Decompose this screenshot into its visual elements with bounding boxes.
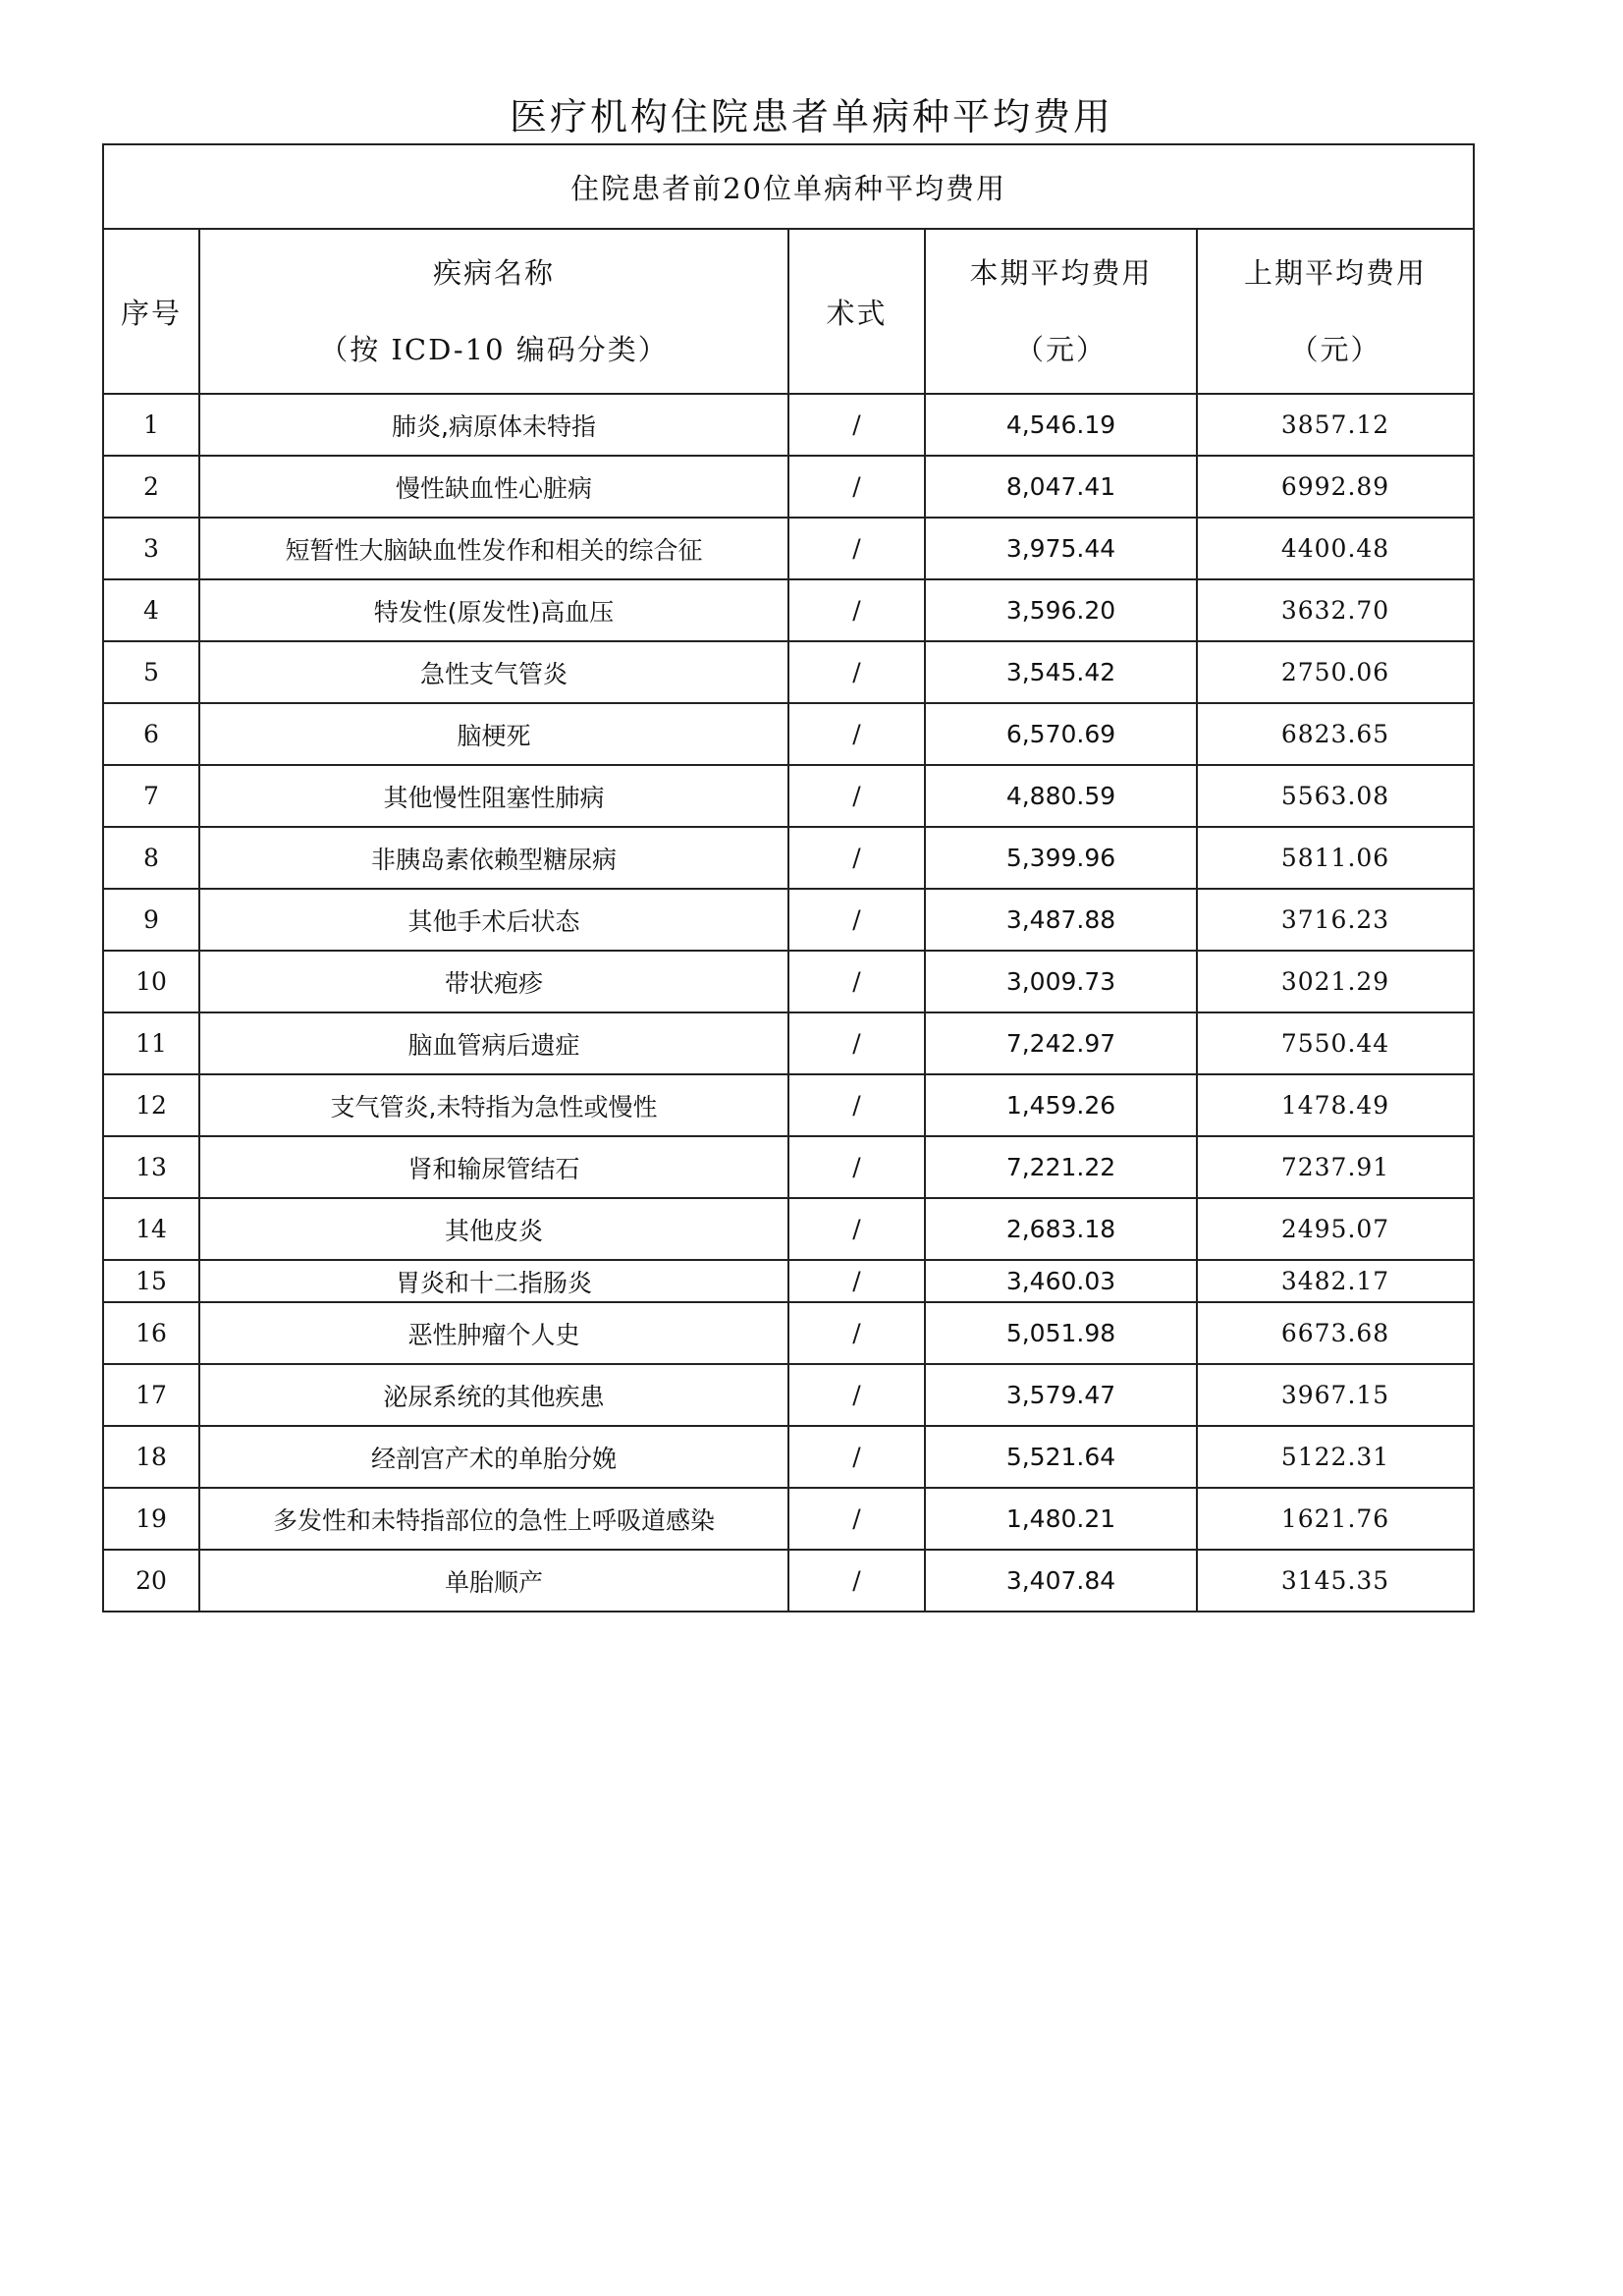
row-surgery: /: [788, 1198, 925, 1260]
row-surgery: /: [788, 951, 925, 1012]
row-index: 15: [103, 1260, 199, 1302]
row-surgery: /: [788, 1302, 925, 1364]
row-index: 2: [103, 456, 199, 518]
header-current-line1: 本期平均费用: [969, 256, 1153, 290]
row-surgery: /: [788, 641, 925, 703]
header-previous-line2: （元）: [1289, 333, 1381, 366]
row-current-cost: 3,009.73: [925, 951, 1197, 1012]
row-current-cost: 5,521.64: [925, 1426, 1197, 1488]
header-row: [103, 229, 1474, 394]
row-current-cost: 3,579.47: [925, 1364, 1197, 1426]
table-row: [103, 1012, 1474, 1074]
row-index: 20: [103, 1550, 199, 1612]
row-index: 9: [103, 889, 199, 951]
row-disease-name: 其他手术后状态: [199, 889, 788, 951]
row-current-cost: 3,545.42: [925, 641, 1197, 703]
table-row: [103, 827, 1474, 889]
header-previous-line1: 上期平均费用: [1244, 256, 1428, 290]
row-surgery: /: [788, 1074, 925, 1136]
row-surgery: /: [788, 1550, 925, 1612]
row-surgery: /: [788, 579, 925, 641]
row-previous-cost: 1478.49: [1197, 1074, 1474, 1136]
header-disease-line2: （按 ICD-10 编码分类）: [319, 333, 669, 366]
row-surgery: /: [788, 765, 925, 827]
table-row: [103, 1074, 1474, 1136]
row-current-cost: 3,407.84: [925, 1550, 1197, 1612]
row-previous-cost: 5563.08: [1197, 765, 1474, 827]
table-row: [103, 1302, 1474, 1364]
table-row: [103, 951, 1474, 1012]
table-row: [103, 1426, 1474, 1488]
row-current-cost: 2,683.18: [925, 1198, 1197, 1260]
row-disease-name: 脑血管病后遗症: [199, 1012, 788, 1074]
row-disease-name: 脑梗死: [199, 703, 788, 765]
row-previous-cost: 6823.65: [1197, 703, 1474, 765]
row-index: 5: [103, 641, 199, 703]
row-disease-name: 支气管炎,未特指为急性或慢性: [199, 1074, 788, 1136]
row-disease-name: 急性支气管炎: [199, 641, 788, 703]
row-index: 1: [103, 394, 199, 456]
row-surgery: /: [788, 518, 925, 579]
row-index: 12: [103, 1074, 199, 1136]
table-row: [103, 518, 1474, 579]
caption-row: [103, 144, 1474, 229]
header-index: 序号: [103, 229, 199, 394]
row-disease-name: 胃炎和十二指肠炎: [199, 1260, 788, 1302]
table-row: [103, 641, 1474, 703]
row-disease-name: 肺炎,病原体未特指: [199, 394, 788, 456]
row-previous-cost: 3482.17: [1197, 1260, 1474, 1302]
row-surgery: /: [788, 1426, 925, 1488]
row-previous-cost: 3716.23: [1197, 889, 1474, 951]
row-current-cost: 4,546.19: [925, 394, 1197, 456]
document-title: 医疗机构住院患者单病种平均费用: [509, 95, 1113, 138]
fee-table: [102, 143, 1475, 1613]
row-current-cost: 8,047.41: [925, 456, 1197, 518]
row-current-cost: 7,242.97: [925, 1012, 1197, 1074]
row-current-cost: 6,570.69: [925, 703, 1197, 765]
row-surgery: /: [788, 889, 925, 951]
row-current-cost: 3,487.88: [925, 889, 1197, 951]
table-row: [103, 703, 1474, 765]
row-disease-name: 肾和输尿管结石: [199, 1136, 788, 1198]
row-index: 11: [103, 1012, 199, 1074]
row-disease-name: 带状疱疹: [199, 951, 788, 1012]
row-previous-cost: 7237.91: [1197, 1136, 1474, 1198]
row-current-cost: 1,459.26: [925, 1074, 1197, 1136]
row-disease-name: 多发性和未特指部位的急性上呼吸道感染: [199, 1488, 788, 1550]
row-surgery: /: [788, 1260, 925, 1302]
row-previous-cost: 2750.06: [1197, 641, 1474, 703]
row-previous-cost: 4400.48: [1197, 518, 1474, 579]
row-current-cost: 3,975.44: [925, 518, 1197, 579]
row-previous-cost: 3145.35: [1197, 1550, 1474, 1612]
row-disease-name: 泌尿系统的其他疾患: [199, 1364, 788, 1426]
header-disease: [199, 229, 788, 394]
table-row: [103, 1260, 1474, 1302]
table-row: [103, 579, 1474, 641]
table-row: [103, 394, 1474, 456]
row-index: 10: [103, 951, 199, 1012]
row-current-cost: 3,596.20: [925, 579, 1197, 641]
row-previous-cost: 3967.15: [1197, 1364, 1474, 1426]
row-current-cost: 5,399.96: [925, 827, 1197, 889]
row-previous-cost: 6673.68: [1197, 1302, 1474, 1364]
table-caption: 住院患者前20位单病种平均费用: [103, 144, 1474, 229]
row-index: 6: [103, 703, 199, 765]
row-current-cost: 5,051.98: [925, 1302, 1197, 1364]
row-previous-cost: 1621.76: [1197, 1488, 1474, 1550]
row-index: 13: [103, 1136, 199, 1198]
header-current-line2: （元）: [1014, 333, 1107, 366]
row-previous-cost: 6992.89: [1197, 456, 1474, 518]
row-surgery: /: [788, 703, 925, 765]
row-disease-name: 短暂性大脑缺血性发作和相关的综合征: [199, 518, 788, 579]
row-surgery: /: [788, 827, 925, 889]
row-index: 7: [103, 765, 199, 827]
row-disease-name: 其他慢性阻塞性肺病: [199, 765, 788, 827]
row-surgery: /: [788, 1136, 925, 1198]
row-previous-cost: 3857.12: [1197, 394, 1474, 456]
row-previous-cost: 3632.70: [1197, 579, 1474, 641]
header-previous: [1197, 229, 1474, 394]
row-index: 19: [103, 1488, 199, 1550]
row-previous-cost: 3021.29: [1197, 951, 1474, 1012]
table-row: [103, 1136, 1474, 1198]
row-current-cost: 3,460.03: [925, 1260, 1197, 1302]
row-previous-cost: 5122.31: [1197, 1426, 1474, 1488]
table-row: [103, 1488, 1474, 1550]
row-index: 16: [103, 1302, 199, 1364]
table-row: [103, 889, 1474, 951]
header-current: [925, 229, 1197, 394]
row-previous-cost: 5811.06: [1197, 827, 1474, 889]
row-surgery: /: [788, 1364, 925, 1426]
row-current-cost: 7,221.22: [925, 1136, 1197, 1198]
row-disease-name: 其他皮炎: [199, 1198, 788, 1260]
table-row: [103, 765, 1474, 827]
row-disease-name: 慢性缺血性心脏病: [199, 456, 788, 518]
row-surgery: /: [788, 1488, 925, 1550]
row-disease-name: 非胰岛素依赖型糖尿病: [199, 827, 788, 889]
row-current-cost: 1,480.21: [925, 1488, 1197, 1550]
table-row: [103, 1550, 1474, 1612]
table-row: [103, 1198, 1474, 1260]
row-index: 17: [103, 1364, 199, 1426]
row-disease-name: 特发性(原发性)高血压: [199, 579, 788, 641]
table-row: [103, 456, 1474, 518]
row-index: 8: [103, 827, 199, 889]
table-row: [103, 1364, 1474, 1426]
row-index: 14: [103, 1198, 199, 1260]
row-disease-name: 经剖宫产术的单胎分娩: [199, 1426, 788, 1488]
row-surgery: /: [788, 1012, 925, 1074]
row-index: 3: [103, 518, 199, 579]
row-disease-name: 恶性肿瘤个人史: [199, 1302, 788, 1364]
row-previous-cost: 2495.07: [1197, 1198, 1474, 1260]
row-surgery: /: [788, 394, 925, 456]
row-disease-name: 单胎顺产: [199, 1550, 788, 1612]
row-previous-cost: 7550.44: [1197, 1012, 1474, 1074]
header-surgery: 术式: [788, 229, 925, 394]
row-index: 4: [103, 579, 199, 641]
header-disease-line1: 疾病名称: [432, 256, 555, 290]
row-current-cost: 4,880.59: [925, 765, 1197, 827]
row-index: 18: [103, 1426, 199, 1488]
row-surgery: /: [788, 456, 925, 518]
